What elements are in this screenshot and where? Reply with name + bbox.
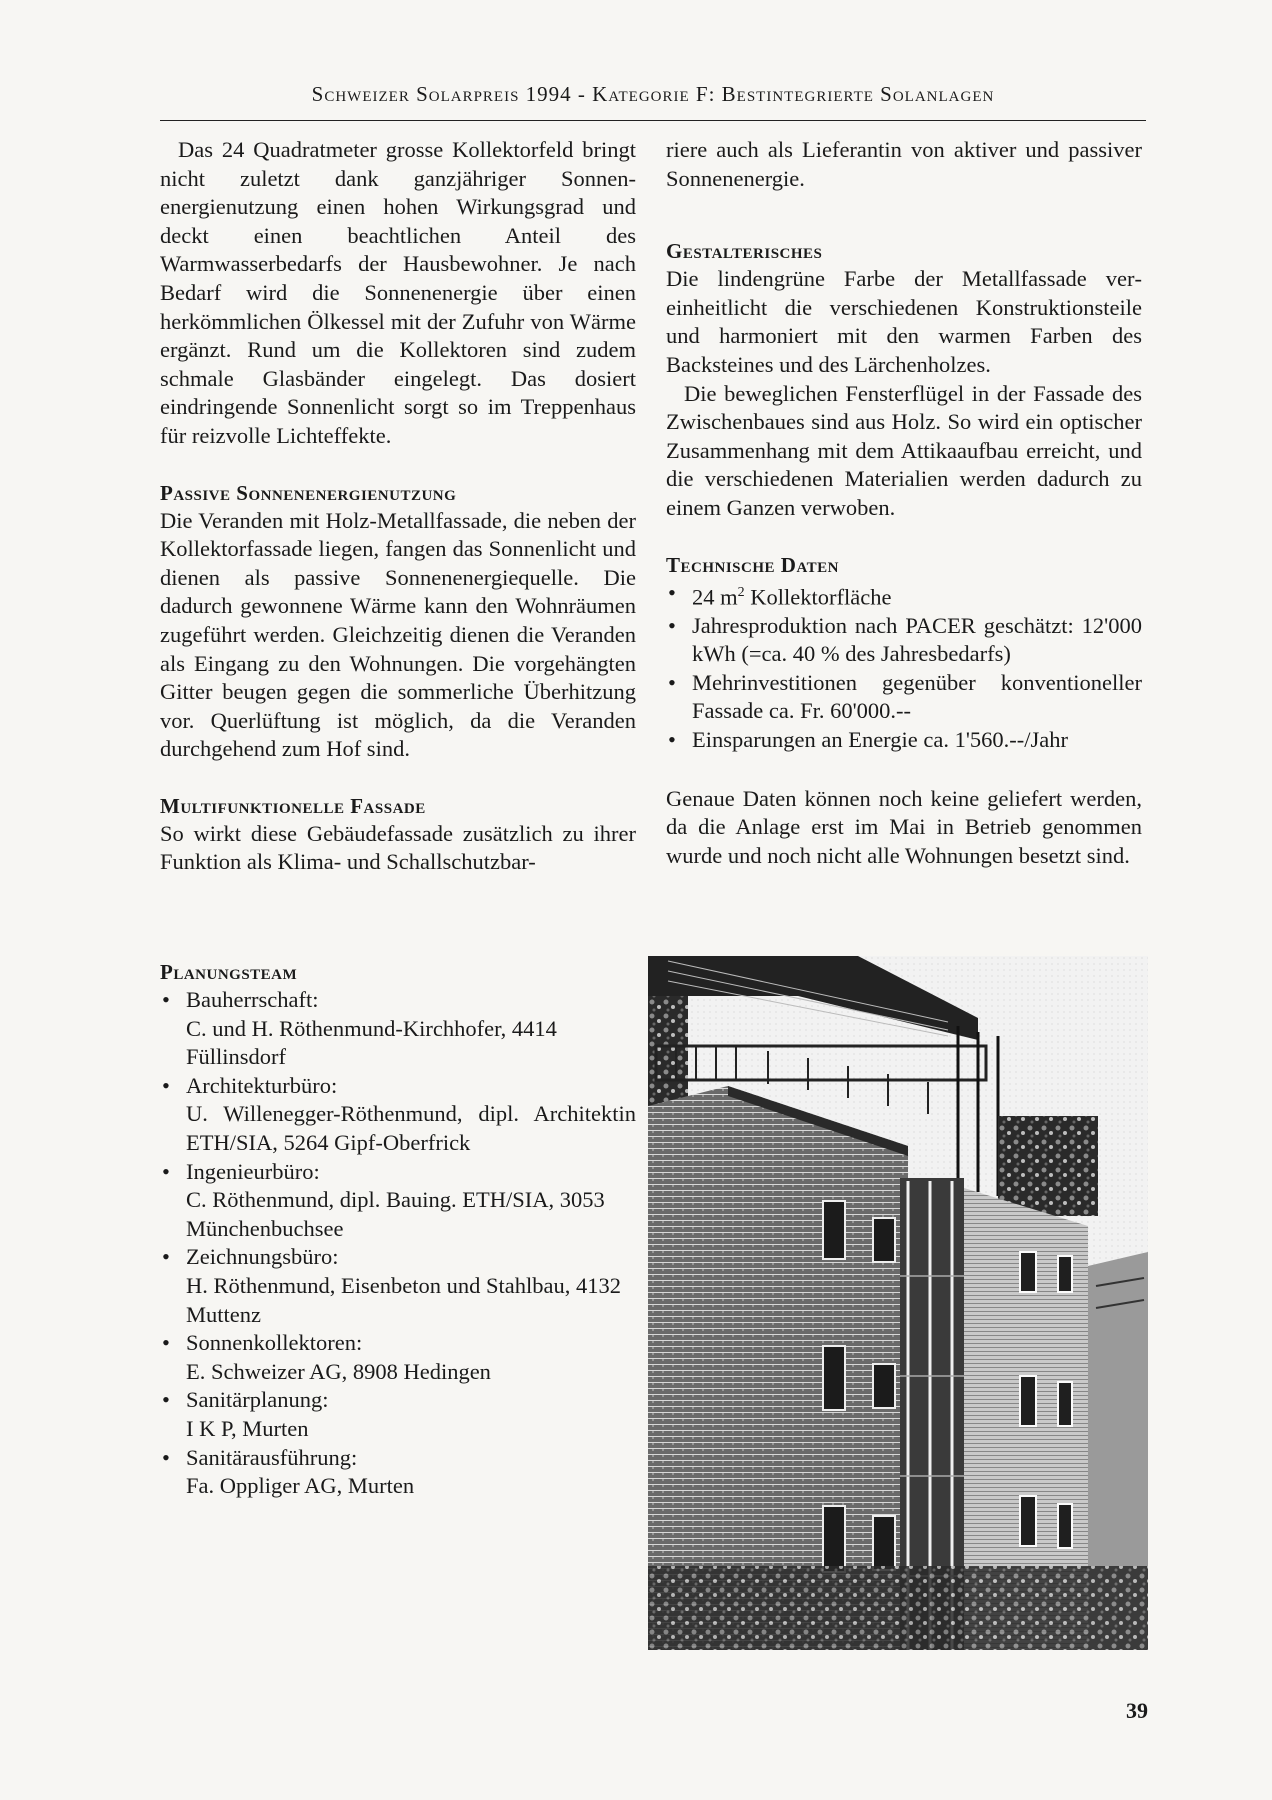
team-detail: U. Willenegger-Röthenmund, dipl. Architektin ETH/SIA, 5264 Gipf-Oberfrick bbox=[186, 1101, 636, 1155]
team-detail: I K P, Murten bbox=[186, 1415, 309, 1441]
tech-item: • Einsparungen an Energie ca. 1'560.--/Jahr bbox=[668, 727, 1069, 752]
team-detail: Fa. Oppliger AG, Murten bbox=[186, 1473, 415, 1499]
tech-item: • Jahresproduktion nach PACER geschätzt: 12'000 kWh (=ca. 40 % des Jahresbedarfs) bbox=[668, 612, 1142, 667]
team-detail: C. und H. Röthenmund-Kirchhofer, 4414 Füllinsdorf bbox=[186, 1015, 557, 1070]
team-role: Architekturbüro: bbox=[186, 1072, 338, 1098]
closing-paragraph: Genaue Daten können noch keine geliefert werden, da die Anlage erst im Mai in Betrieb genommen wurde und noch nicht alle Wohnungen besetzt sind. bbox=[666, 785, 1142, 868]
team-item: • Sonnenkollektoren: E. Schweizer AG, 8908 Hedingen bbox=[160, 1329, 636, 1386]
page-number: 39 bbox=[1126, 1698, 1148, 1723]
team-role: Sanitärausführung: bbox=[186, 1444, 358, 1470]
left-column bbox=[160, 136, 636, 877]
running-header: Schweizer Solarpreis 1994 - Kategorie F: Bestintegrierte Solanlagen bbox=[311, 82, 995, 106]
team-role: Zeichnungsbüro: bbox=[186, 1244, 339, 1270]
team-role: Bauherrschaft: bbox=[186, 987, 319, 1012]
tech-item: • 24 $m^2$ Kollektorfläche bbox=[668, 579, 892, 610]
right-column bbox=[666, 136, 1142, 870]
team-list bbox=[160, 986, 636, 1501]
design-paragraph-1: Die lindengrüne Farbe der Metallfassade vereinheitlicht die verschiedenen Konstruktionsteile und harmoniert mit den warmen Farben des Backsteines und des Lärchenholzes. bbox=[666, 266, 1142, 377]
team-item: • Ingenieurbüro: C. Röthenmund, dipl. Bauing. ETH/SIA, 3053 Münchenbuchsee bbox=[160, 1158, 636, 1244]
tech-item: • Mehrinvestitionen gegenüber konventioneller Fassade ca. Fr. 60'000.-- bbox=[668, 669, 1142, 724]
multifunctional-paragraph: So wirkt diese Gebäudefassade zusätzlich zu ihrer Funktion als Klima- und Schallschutzbar- bbox=[160, 820, 636, 875]
team-detail: E. Schweizer AG, 8908 Hedingen bbox=[186, 1358, 491, 1384]
multifunctional-heading: Multifunktionelle Fassade bbox=[160, 793, 426, 818]
building-photo bbox=[648, 956, 1148, 1650]
design-paragraph-2: Die beweglichen Fensterflügel in der Fassade des Zwischenbaues sind aus Holz. So wird ein optischer Zusammenhang mit dem Attikaaufbau erreicht, und die verschiedenen Materialien werden dadurch zu einem Ganzen verwoben. bbox=[666, 380, 1142, 520]
passive-heading: Passive Sonnenenergienutzung bbox=[160, 480, 457, 505]
team-item: • Sanitärplanung: I K P, Murten bbox=[160, 1386, 636, 1443]
design-heading: Gestalterisches bbox=[666, 239, 823, 264]
passive-paragraph: Die Veranden mit Holz-Metallfassade, die neben der Kollektorfassade liegen, fangen das Sonnenlicht und dienen als passive Sonnenenergiequelle. Die dadurch gewonnene Wärme kann den Wohnräumen zugeführt werden. Gleichzeitig dienen die Veranden als Eingang zu den Wohnungen. Die vorgehängten Gitter beugen gegen die sommerliche Überhitzung vor. Querlüftung ist möglich, da die Veranden durchgehend zum Hof sind. bbox=[160, 507, 636, 762]
header-rule bbox=[160, 120, 1146, 121]
team-section bbox=[160, 958, 636, 1501]
team-item: • Bauherrschaft: C. und H. Röthenmund-Kirchhofer, 4414 Füllinsdorf bbox=[160, 986, 636, 1072]
team-role: Sanitärplanung: bbox=[186, 1387, 329, 1413]
technical-list bbox=[666, 579, 1142, 755]
team-role: Ingenieurbüro: bbox=[186, 1158, 320, 1184]
building-illustration bbox=[648, 956, 1148, 1650]
team-detail: C. Röthenmund, dipl. Bauing. ETH/SIA, 3053 Münchenbuchsee bbox=[186, 1187, 605, 1241]
intro-paragraph: Das 24 Quadratmeter grosse Kollektorfeld bringt nicht zuletzt dank ganzjähriger Sonnenenergienutzung einen hohen Wirkungsgrad und deckt einen beachtlichen Anteil des Warmwasserbedarfs der Hausbewohner. Je nach Bedarf wird die Sonnenenergie über einen herkömmlichen Ölkessel mit der Zufuhr von Wärme ergänzt. Rund um die Kollektoren sind zudem schmale Glasbänder eingelegt. Das dosiert eindringende Sonnenlicht sorgt so im Treppenhaus für reizvolle Lichteffekte. bbox=[160, 137, 636, 448]
technical-heading: Technische Daten bbox=[666, 552, 840, 577]
team-heading: Planungsteam bbox=[160, 960, 298, 984]
team-item: • Zeichnungsbüro: H. Röthenmund, Eisenbeton und Stahlbau, 4132 Muttenz bbox=[160, 1243, 636, 1329]
continuation-paragraph: riere auch als Lieferantin von aktiver und passiver Sonnenenergie. bbox=[666, 137, 1142, 191]
team-item: • Architekturbüro: U. Willenegger-Röthenmund, dipl. Architektin ETH/SIA, 5264 Gipf-Oberfrick bbox=[160, 1072, 636, 1158]
team-role: Sonnenkollektoren: bbox=[186, 1330, 363, 1356]
team-detail: H. Röthenmund, Eisenbeton und Stahlbau, 4132 Muttenz bbox=[186, 1272, 621, 1327]
team-item: • Sanitärausführung: Fa. Oppliger AG, Murten bbox=[160, 1444, 636, 1501]
